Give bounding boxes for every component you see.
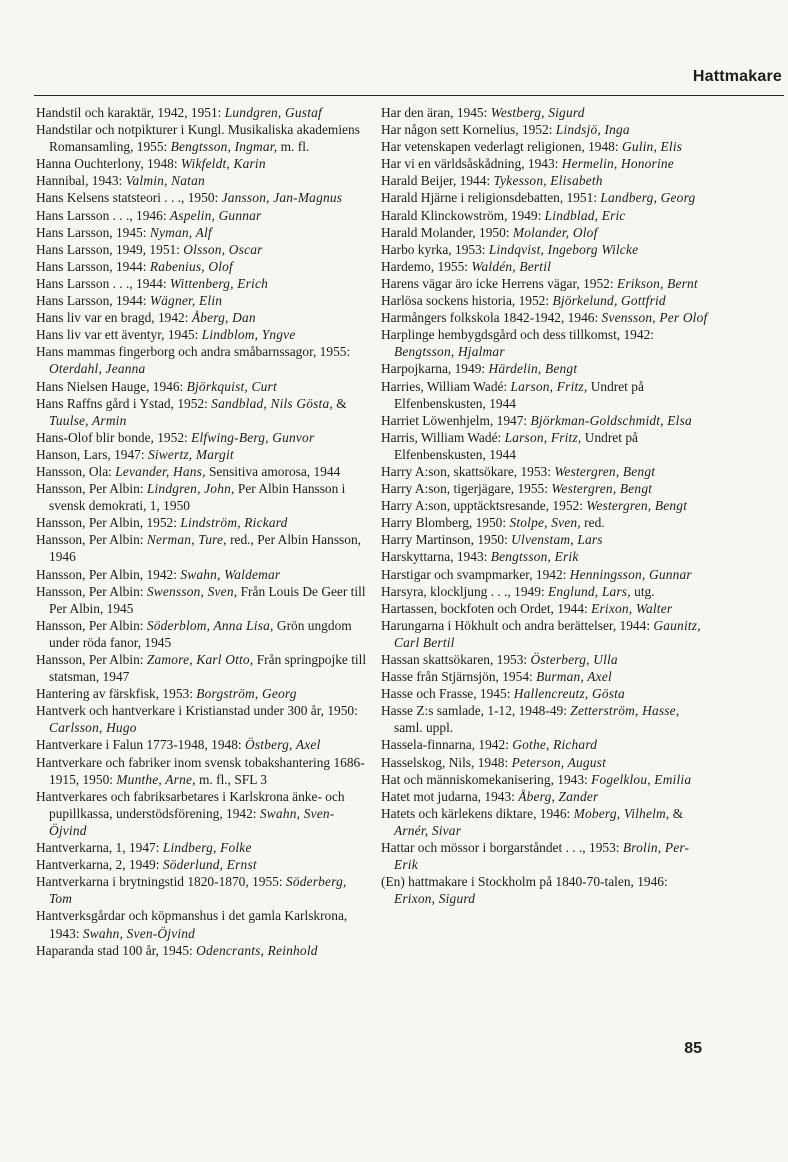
- entry-author: Erixon, Walter: [591, 600, 673, 616]
- index-entry: [381, 155, 711, 172]
- entry-author: Wittenberg, Erich: [169, 275, 269, 291]
- entry-author: Munthe, Arne,: [116, 771, 196, 787]
- index-entry: [36, 275, 372, 292]
- index-entry: [36, 326, 372, 343]
- index-entry: [36, 189, 372, 206]
- entry-author: Olsson, Oscar: [183, 241, 263, 257]
- entry-title: Hassela-finnarna, 1942:: [381, 737, 513, 753]
- entry-author: Swensson, Sven,: [146, 583, 238, 599]
- header-rule: [34, 95, 784, 96]
- entry-title: Hantverkares och fabriksarbetares i Karlskrona änke- och pupillkassa, understödsförening, 1942:: [36, 788, 345, 821]
- entry-title: Hans Larsson, 1945:: [36, 224, 150, 240]
- entry-author: Svensson, Per Olof: [601, 310, 708, 326]
- index-entry: [36, 839, 372, 856]
- index-entry: [381, 480, 711, 497]
- entry-author: Wikfeldt, Karin: [180, 156, 266, 172]
- entry-title: Hans liv var en bragd, 1942:: [36, 310, 192, 326]
- index-entry: [381, 531, 711, 548]
- index-entry: [36, 907, 372, 941]
- entry-author: Waldén, Bertil: [471, 258, 552, 274]
- entry-author: Henningsson, Gunnar: [569, 566, 692, 582]
- entry-author: Björkman-Goldschmidt, Elsa: [530, 412, 692, 428]
- entry-title: Hasse och Frasse, 1945:: [381, 686, 514, 702]
- index-entry: [381, 292, 711, 309]
- entry-title: Hansson, Per Albin:: [36, 652, 147, 667]
- entry-author: Larson, Fritz,: [510, 378, 588, 394]
- index-entry: [36, 531, 372, 565]
- index-entry: [381, 360, 711, 377]
- entry-title: Hassan skattsökaren, 1953:: [381, 652, 531, 667]
- entry-title: Harry Blomberg, 1950:: [381, 515, 510, 531]
- entry-author: Lindblad, Eric: [544, 207, 626, 223]
- index-entry: [36, 873, 372, 907]
- index-entry: [36, 566, 372, 583]
- index-entry: [36, 514, 372, 531]
- entry-author: Söderlund, Ernst: [162, 857, 257, 873]
- entry-author: Hallencreutz, Gösta: [513, 686, 625, 702]
- entry-author: Hermelin, Honorine: [561, 156, 674, 172]
- entry-title: Harungarna i Hökhult och andra berättelser, 1944:: [381, 617, 654, 633]
- entry-title: Harald Beijer, 1944:: [381, 173, 494, 189]
- entry-author: Swahn, Sven-Öjvind: [49, 805, 335, 838]
- entry-title: Harlösa sockens historia, 1952:: [381, 293, 553, 309]
- entry-author: Fogelklou, Emilia: [591, 771, 692, 787]
- entry-note: Från Louis De Geer till Per Albin, 1945: [49, 583, 366, 616]
- index-entry: [381, 378, 711, 412]
- entry-note: Sensitiva amorosa, 1944: [205, 463, 341, 479]
- entry-title: Hantverk och hantverkare i Kristianstad under 300 år, 1950:: [36, 703, 358, 719]
- index-entry: [381, 189, 711, 206]
- entry-author: Zamore, Karl Otto,: [146, 652, 254, 667]
- entry-title: Hansson, Per Albin:: [36, 532, 147, 548]
- entry-title: Hartassen, bockfoten och Ordet, 1944:: [381, 600, 592, 616]
- entry-author: Lundgren, Gustaf: [224, 105, 322, 120]
- entry-title: Hans-Olof blir bonde, 1952:: [36, 429, 192, 445]
- index-entry: [36, 617, 372, 651]
- entry-title: Harskyttarna, 1943:: [381, 549, 491, 565]
- index-entry: [381, 805, 711, 839]
- entry-title: Har den äran, 1945:: [381, 105, 491, 120]
- entry-title: Hans Larsson . . ., 1946:: [36, 207, 170, 223]
- entry-author: Rabenius, Olof: [149, 258, 233, 274]
- entry-title: Harens vägar äro icke Herrens vägar, 1952:: [381, 275, 617, 291]
- entry-author: Björkelund, Gottfrid: [552, 293, 666, 309]
- index-entry: [381, 839, 711, 873]
- index-entry: [381, 224, 711, 241]
- entry-title: Hans liv var ett äventyr, 1945:: [36, 327, 202, 343]
- entry-author: Lindqvist, Ingeborg Wilcke: [488, 241, 639, 257]
- entry-title: Hans Kelsens statsteori . . ., 1950:: [36, 190, 222, 206]
- entry-author: Englund, Lars,: [547, 583, 631, 599]
- entry-title: Hantverkarna, 1, 1947:: [36, 840, 163, 856]
- index-entry: [36, 378, 372, 395]
- entry-author: Brolin, Per-Erik: [394, 840, 690, 873]
- entry-title: Hans mammas fingerborg och andra småbarnssagor, 1955:: [36, 344, 351, 360]
- entry-note: m. fl., SFL 3: [195, 771, 267, 787]
- index-entry: [36, 292, 372, 309]
- index-entry: [36, 651, 372, 685]
- index-entry: [36, 258, 372, 275]
- entry-note: &: [669, 805, 684, 821]
- entry-title: Harald Molander, 1950:: [381, 224, 513, 240]
- entry-author: Ulvenstam, Lars: [511, 532, 603, 548]
- index-entry: [36, 736, 372, 753]
- entry-title: Harald Klinckowström, 1949:: [381, 207, 545, 223]
- entry-title: Hansson, Per Albin, 1952:: [36, 515, 181, 531]
- entry-author: Lindberg, Folke: [162, 840, 252, 856]
- index-entry: [381, 326, 711, 360]
- entry-note: Undret på Elfenbenskusten, 1944: [394, 378, 644, 411]
- index-entry: [381, 172, 711, 189]
- entry-title: Hantverkarna, 2, 1949:: [36, 857, 163, 873]
- entry-author: Levander, Hans,: [115, 463, 206, 479]
- entry-title: Hatet mot judarna, 1943:: [381, 788, 519, 804]
- index-entry: [36, 788, 372, 839]
- entry-author: Tykesson, Elisabeth: [493, 173, 603, 189]
- right-column: [381, 104, 711, 907]
- entry-author: Westberg, Sigurd: [490, 105, 585, 120]
- entry-author: Bengtsson, Erik: [490, 549, 579, 565]
- entry-author: Moberg, Vilhelm,: [573, 805, 670, 821]
- entry-author: Erixon, Sigurd: [394, 891, 476, 907]
- index-entry: [36, 446, 372, 463]
- entry-author: Carlsson, Hugo: [49, 720, 137, 736]
- entry-author: Lindblom, Yngve: [201, 327, 296, 343]
- index-entry: [36, 309, 372, 326]
- left-column: [36, 104, 372, 959]
- entry-author: Peterson, August: [511, 754, 607, 770]
- entry-author: Söderberg, Tom: [49, 874, 347, 907]
- entry-author: Wägner, Elin: [149, 293, 223, 309]
- entry-author: Molander, Olof: [512, 224, 598, 240]
- entry-title: Hansson, Per Albin, 1942:: [36, 566, 181, 582]
- entry-title: Hantverkare och fabriker inom svensk tobakshantering 1686-1915, 1950:: [36, 754, 365, 787]
- entry-note: utg.: [630, 583, 655, 599]
- index-entry: [381, 497, 711, 514]
- page-number: 85: [684, 1040, 702, 1057]
- index-entry: [381, 309, 711, 326]
- entry-author: Westergren, Bengt: [554, 463, 656, 479]
- index-entry: [381, 583, 711, 600]
- entry-author: Söderblom, Anna Lisa,: [146, 617, 274, 633]
- entry-author: Lindsjö, Inga: [555, 122, 630, 138]
- index-entry: [381, 121, 711, 138]
- index-entry: [36, 155, 372, 172]
- entry-title: Hans Larsson, 1944:: [36, 258, 150, 274]
- index-entry: [36, 207, 372, 224]
- entry-note: saml. uppl.: [394, 720, 454, 736]
- index-entry: [36, 463, 372, 480]
- index-entry: [381, 685, 711, 702]
- entry-title: Hattar och mössor i borgarståndet . . ., 1953:: [381, 840, 623, 856]
- running-head: Hattmakare: [692, 68, 782, 85]
- index-entry: [36, 172, 372, 189]
- entry-author: Gothe, Richard: [512, 737, 598, 753]
- entry-title: Hatets och kärlekens diktare, 1946:: [381, 805, 574, 821]
- index-entry: [381, 241, 711, 258]
- entry-title: Hanna Ouchterlony, 1948:: [36, 156, 181, 172]
- index-entry: [381, 463, 711, 480]
- entry-title: Hans Larsson . . ., 1944:: [36, 275, 170, 291]
- index-entry: [381, 617, 711, 651]
- entry-title: Harmångers folkskola 1842-1942, 1946:: [381, 310, 602, 326]
- entry-title: Harsyra, klockljung . . ., 1949:: [381, 583, 548, 599]
- entry-author: Björkquist, Curt: [186, 378, 277, 394]
- index-entry: [36, 702, 372, 736]
- entry-author: Zetterström, Hasse,: [570, 703, 680, 719]
- entry-note: red.: [580, 515, 605, 531]
- entry-title: Harstigar och svampmarker, 1942:: [381, 566, 570, 582]
- entry-note: &: [332, 395, 347, 411]
- entry-title: Har vetenskapen vederlagt religionen, 1948:: [381, 139, 622, 155]
- index-entry: [381, 651, 711, 668]
- entry-author: Odencrants, Reinhold: [196, 942, 318, 958]
- entry-note: Grön ungdom under röda fanor, 1945: [49, 617, 352, 650]
- index-entry: [381, 788, 711, 805]
- entry-author: Härdelin, Bengt: [488, 361, 578, 377]
- entry-title: Hansson, Ola:: [36, 463, 116, 479]
- entry-author: Nerman, Ture,: [146, 532, 227, 548]
- entry-coauthor: Tuulse, Armin: [49, 412, 127, 428]
- entry-title: Hantering av färskfisk, 1953:: [36, 686, 197, 702]
- entry-author: Valmin, Natan: [125, 173, 205, 189]
- entry-title: Harry A:son, skattsökare, 1953:: [381, 463, 555, 479]
- entry-author: Westergren, Bengt: [551, 481, 653, 497]
- entry-author: Bengtsson, Ingmar,: [170, 139, 278, 155]
- entry-note: red., Per Albin Hansson, 1946: [49, 532, 361, 565]
- index-entry: [36, 343, 372, 377]
- index-entry: [381, 873, 711, 907]
- index-entry: [36, 104, 372, 121]
- entry-title: Hanson, Lars, 1947:: [36, 446, 148, 462]
- entry-author: Swahn, Waldemar: [180, 566, 281, 582]
- index-entry: [36, 583, 372, 617]
- index-entry: [381, 429, 711, 463]
- index-entry: [381, 275, 711, 292]
- index-entry: [381, 566, 711, 583]
- entry-author: Stolpe, Sven,: [509, 515, 581, 531]
- index-entry: [36, 754, 372, 788]
- index-entry: [381, 600, 711, 617]
- entry-author: Larson, Fritz,: [504, 429, 582, 445]
- index-entry: [36, 480, 372, 514]
- entry-author: Lindström, Rickard: [180, 515, 288, 531]
- entry-title: Hantverksgårdar och köpmanshus i det gamla Karlskrona, 1943:: [36, 908, 348, 941]
- entry-title: Harriet Löwenhjelm, 1947:: [381, 412, 531, 428]
- index-entry: [36, 121, 372, 155]
- entry-title: Harries, William Wadé:: [381, 378, 511, 394]
- index-entry: [381, 702, 711, 736]
- entry-title: Hansson, Per Albin:: [36, 481, 147, 497]
- entry-note: m. fl.: [277, 139, 310, 155]
- entry-title: Hansson, Per Albin:: [36, 583, 147, 599]
- index-entry: [381, 138, 711, 155]
- entry-author: Bengtsson, Hjalmar: [394, 344, 505, 360]
- index-entry: [381, 412, 711, 429]
- entry-title: Harris, William Wadé:: [381, 429, 505, 445]
- entry-title: Hans Nielsen Hauge, 1946:: [36, 378, 187, 394]
- entry-author: Gaunitz, Carl Bertil: [394, 617, 701, 650]
- entry-author: Erikson, Bernt: [616, 275, 698, 291]
- entry-title: Har någon sett Kornelius, 1952:: [381, 122, 556, 138]
- entry-author: Elfwing-Berg, Gunvor: [191, 429, 315, 445]
- entry-author: Oterdahl, Jeanna: [49, 361, 146, 377]
- entry-title: Hasse Z:s samlade, 1-12, 1948-49:: [381, 703, 571, 719]
- index-entry: [381, 207, 711, 224]
- entry-author: Sandblad, Nils Gösta,: [211, 395, 333, 411]
- entry-author: Lindgren, John,: [146, 481, 235, 497]
- index-entry: [381, 771, 711, 788]
- entry-title: Hans Larsson, 1944:: [36, 293, 150, 309]
- entry-title: Har vi en världsåskådning, 1943:: [381, 156, 562, 172]
- index-entry: [381, 514, 711, 531]
- entry-author: Nyman, Alf: [149, 224, 212, 240]
- entry-author: Österberg, Ulla: [530, 652, 618, 667]
- entry-title: Hardemo, 1955:: [381, 258, 472, 274]
- entry-title: Hat och människomekanisering, 1943:: [381, 771, 592, 787]
- index-entry: [381, 548, 711, 565]
- entry-title: (En) hattmakare i Stockholm på 1840-70-talen, 1946:: [381, 874, 668, 890]
- index-entry: [36, 224, 372, 241]
- entry-coauthor: Arnér, Sivar: [394, 822, 462, 838]
- index-entry: [36, 942, 372, 959]
- entry-author: Borgström, Georg: [196, 686, 297, 702]
- entry-author: Landberg, Georg: [600, 190, 696, 206]
- entry-title: Hasse från Stjärnsjön, 1954:: [381, 669, 537, 685]
- entry-note: Från springpojke till statsman, 1947: [49, 652, 367, 685]
- index-entry: [381, 104, 711, 121]
- entry-title: Harry A:son, tigerjägare, 1955:: [381, 481, 552, 497]
- entry-title: Handstil och karaktär, 1942, 1951:: [36, 105, 225, 120]
- entry-title: Hannibal, 1943:: [36, 173, 126, 189]
- entry-author: Siwertz, Margit: [147, 446, 234, 462]
- entry-title: Harry Martinson, 1950:: [381, 532, 512, 548]
- entry-title: Harbo kyrka, 1953:: [381, 241, 489, 257]
- entry-title: Harpojkarna, 1949:: [381, 361, 489, 377]
- entry-author: Burman, Axel: [536, 669, 612, 685]
- entry-author: Jansson, Jan-Magnus: [221, 190, 343, 206]
- entry-title: Hantverkare i Falun 1773-1948, 1948:: [36, 737, 245, 753]
- entry-author: Aspelin, Gunnar: [169, 207, 262, 223]
- index-entry: [381, 668, 711, 685]
- entry-title: Handstilar och notpikturer i Kungl. Musikaliska akademiens Romansamling, 1955:: [36, 122, 360, 155]
- entry-title: Harplinge hembygdsgård och dess tillkomst, 1942:: [381, 327, 654, 343]
- entry-author: Westergren, Bengt: [586, 498, 688, 514]
- entry-title: Hantverkarna i brytningstid 1820-1870, 1955:: [36, 874, 286, 890]
- entry-author: Swahn, Sven-Öjvind: [82, 925, 196, 941]
- index-entry: [381, 754, 711, 771]
- entry-title: Harry A:son, upptäcktsresande, 1952:: [381, 498, 587, 514]
- entry-author: Åberg, Dan: [191, 310, 256, 326]
- entry-title: Hans Larsson, 1949, 1951:: [36, 241, 184, 257]
- entry-author: Åberg, Zander: [518, 788, 599, 804]
- index-entry: [36, 856, 372, 873]
- entry-note: Per Albin Hansson i svensk demokrati, 1, 1950: [49, 481, 346, 514]
- index-entry: [36, 685, 372, 702]
- index-entry: [36, 395, 372, 429]
- entry-author: Östberg, Axel: [245, 737, 321, 753]
- entry-title: Haparanda stad 100 år, 1945:: [36, 942, 197, 958]
- index-entry: [381, 736, 711, 753]
- entry-title: Hasselskog, Nils, 1948:: [381, 754, 512, 770]
- entry-author: Gulin, Elis: [621, 139, 683, 155]
- entry-title: Harald Hjärne i religionsdebatten, 1951:: [381, 190, 601, 206]
- index-entry: [36, 241, 372, 258]
- index-entry: [36, 429, 372, 446]
- index-entry: [381, 258, 711, 275]
- entry-title: Hans Raffns gård i Ystad, 1952:: [36, 395, 212, 411]
- entry-title: Hansson, Per Albin:: [36, 617, 147, 633]
- entry-note: Undret på Elfenbenskusten, 1944: [394, 429, 638, 462]
